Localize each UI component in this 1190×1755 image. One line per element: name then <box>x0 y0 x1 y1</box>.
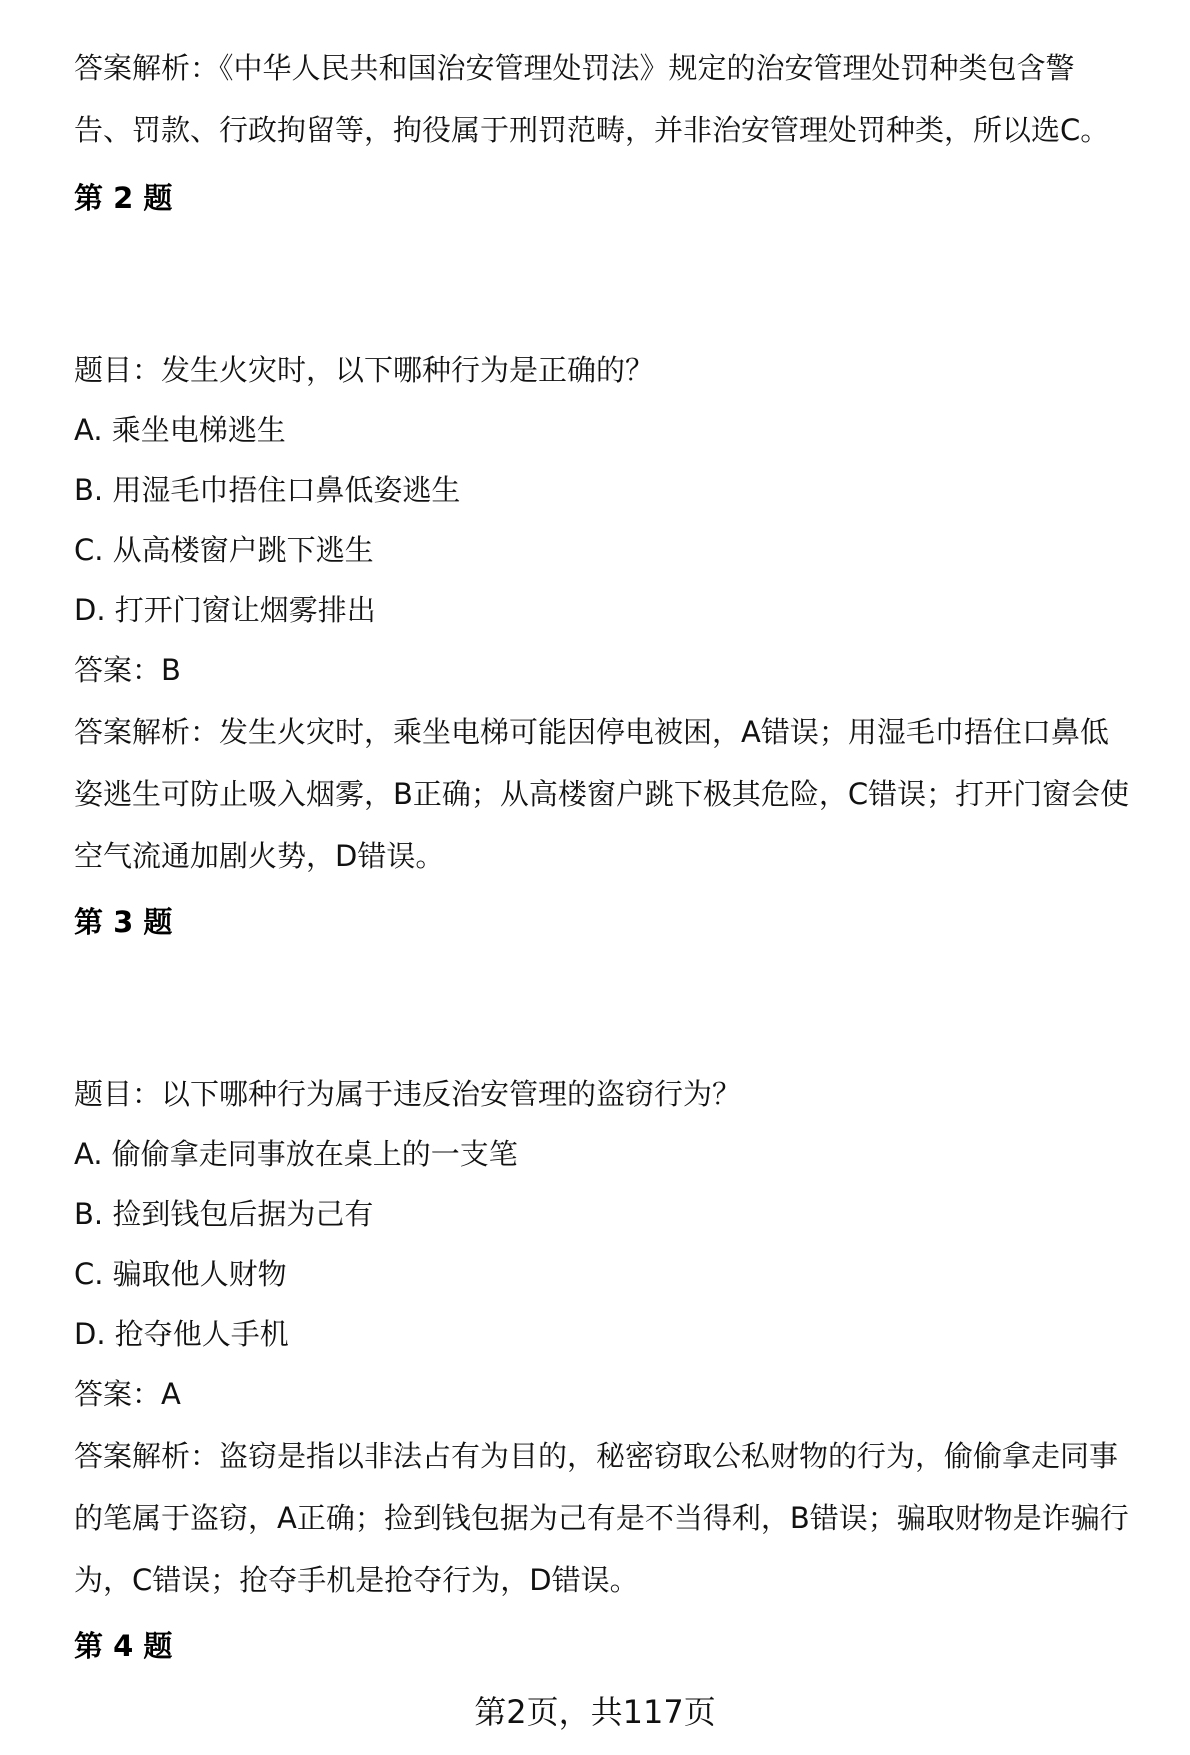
question-3-option-c: C. 骗取他人财物 <box>74 1257 287 1291</box>
question-2-explanation-line-3: 空气流通加剧火势，D错误。 <box>74 839 445 873</box>
page-number-footer: 第2页，共117页 <box>474 1693 716 1731</box>
question-3-answer: 答案：A <box>74 1377 181 1411</box>
question-2-option-c: C. 从高楼窗户跳下逃生 <box>74 533 374 567</box>
question-2-heading: 第 2 题 <box>74 181 173 215</box>
question-3-explanation-line-1: 答案解析：盗窃是指以非法占有为目的，秘密窃取公私财物的行为，偷偷拿走同事 <box>74 1439 1119 1473</box>
question-3-option-d: D. 抢夺他人手机 <box>74 1317 289 1351</box>
question-3-option-a: A. 偷偷拿走同事放在桌上的一支笔 <box>74 1137 518 1171</box>
question-2-explanation-line-1: 答案解析：发生火灾时，乘坐电梯可能因停电被困，A错误；用湿毛巾捂住口鼻低 <box>74 715 1109 749</box>
prev-explanation-line-1: 答案解析：《中华人民共和国治安管理处罚法》规定的治安管理处罚种类包含警 <box>74 51 1075 85</box>
question-3-explanation-line-3: 为，C错误；抢夺手机是抢夺行为，D错误。 <box>74 1563 639 1597</box>
question-3-explanation-line-2: 的笔属于盗窃，A正确；捡到钱包据为己有是不当得利，B错误；骗取财物是诈骗行 <box>74 1501 1129 1535</box>
question-4-heading: 第 4 题 <box>74 1629 173 1663</box>
prev-explanation-line-2: 告、罚款、行政拘留等，拘役属于刑罚范畴，并非治安管理处罚种类，所以选C。 <box>74 113 1110 147</box>
question-2-option-b: B. 用湿毛巾捂住口鼻低姿逃生 <box>74 473 461 507</box>
question-2-option-d: D. 打开门窗让烟雾排出 <box>74 593 376 627</box>
question-3-prompt: 题目：以下哪种行为属于违反治安管理的盗窃行为？ <box>74 1077 742 1111</box>
question-2-prompt: 题目：发生火灾时，以下哪种行为是正确的？ <box>74 353 655 387</box>
question-2-option-a: A. 乘坐电梯逃生 <box>74 413 286 447</box>
question-3-heading: 第 3 题 <box>74 905 173 939</box>
question-2-answer: 答案：B <box>74 653 181 687</box>
question-3-option-b: B. 捡到钱包后据为己有 <box>74 1197 374 1231</box>
question-2-explanation-line-2: 姿逃生可防止吸入烟雾，B正确；从高楼窗户跳下极其危险，C错误；打开门窗会使 <box>74 777 1130 811</box>
